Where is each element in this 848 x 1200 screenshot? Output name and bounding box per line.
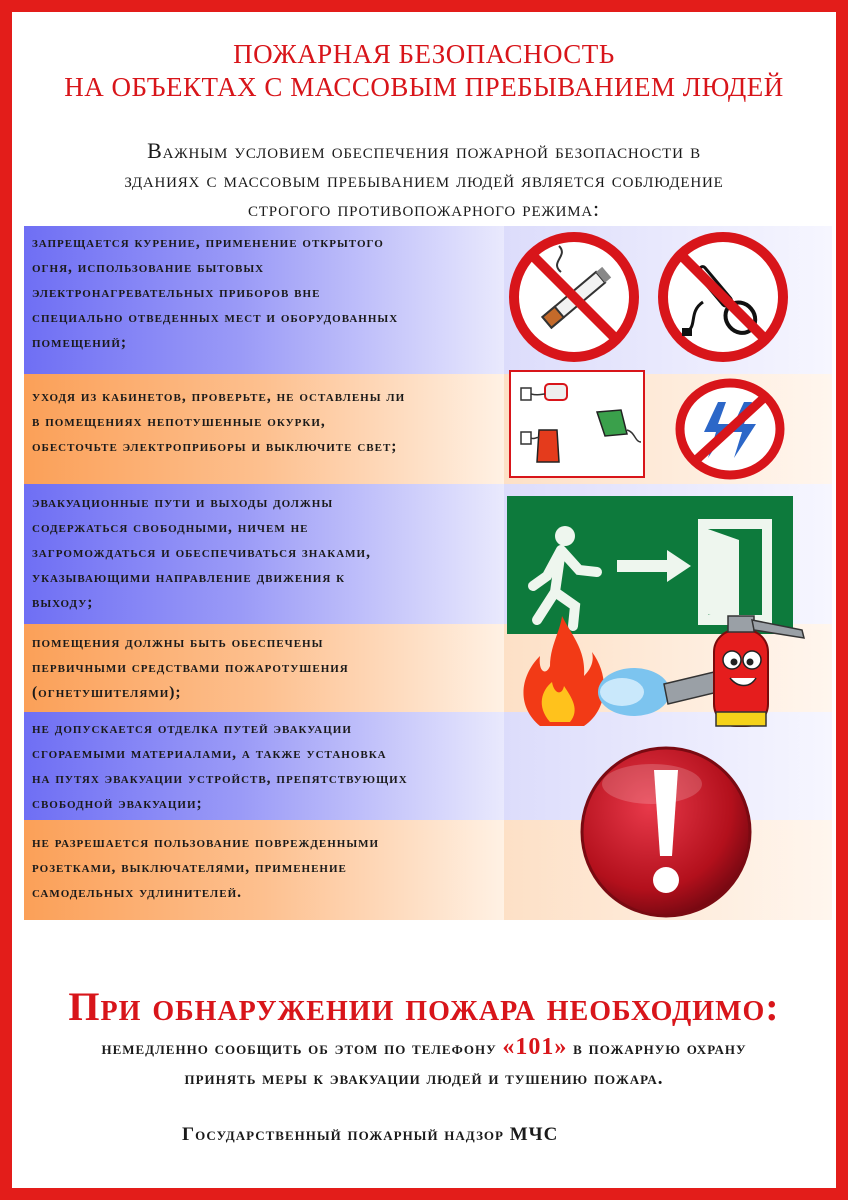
rule-line: сгораемыми материалами, а также установка <box>32 745 387 762</box>
call-to-action-title: При обнаружении пожара необходимо: <box>68 984 780 1029</box>
rule-line: первичными средствами пожаротушения <box>32 659 349 676</box>
no-electricity-icon <box>674 378 786 480</box>
rule-line: не допускается отделка путей эвакуации <box>32 720 352 737</box>
rule-finishing-materials <box>24 712 504 820</box>
no-smoking-icon <box>509 232 639 362</box>
rule-line: специально отведенных мест и оборудованных <box>32 309 399 326</box>
cta-text-before: немедленно сообщить об этом по телефону <box>101 1038 503 1059</box>
rule-line: выходу; <box>32 594 94 611</box>
rule-line: помещения должны быть обеспечены <box>32 634 324 651</box>
title-line-2: НА ОБЪЕКТАХ С МАССОВЫМ ПРЕБЫВАНИЕМ ЛЮДЕЙ <box>64 72 784 102</box>
rule-evacuation-paths <box>24 484 504 624</box>
rule-line: розетками, выключателями, применение <box>32 859 347 876</box>
rule-line: самодельных удлинителей. <box>32 884 243 901</box>
intro-line-3: строгого противопожарного режима: <box>248 196 600 221</box>
rule-line: помещений; <box>32 334 128 351</box>
intro-line-2: зданиях с массовым пребыванием людей является соблюдение <box>124 167 724 192</box>
exclamation-warning-icon <box>556 744 776 920</box>
poster <box>12 12 836 1188</box>
rule-line: на путях эвакуации устройств, препятствующих <box>32 770 408 787</box>
call-to-action-line-2: принять меры к эвакуации людей и тушению пожара. <box>184 1068 664 1089</box>
rule-leaving-office <box>24 374 504 484</box>
no-electric-heater-icon <box>658 232 788 362</box>
rule-line: обесточьте электроприборы и выключите свет; <box>32 438 398 455</box>
rule-no-smoking <box>24 226 504 374</box>
rule-line: запрещается курение, применение открытого <box>32 234 384 251</box>
intro-line-1: Важным условием обеспечения пожарной безопасности в <box>147 138 701 163</box>
rule-line: не разрешается пользование поврежденными <box>32 834 380 851</box>
fire-extinguisher-mascot-icon <box>514 606 814 730</box>
rule-line: свободной эвакуации; <box>32 795 203 812</box>
title-line-1: ПОЖАРНАЯ БЕЗОПАСНОСТЬ <box>233 39 615 69</box>
intro-text <box>82 136 766 223</box>
rule-line: в помещениях непотушенные окурки, <box>32 413 326 430</box>
rule-line: (огнетушителями); <box>32 684 182 701</box>
rule-line: указывающими направление движения к <box>32 569 346 586</box>
rule-damaged-sockets <box>24 820 504 920</box>
electric-appliances-icon <box>509 370 645 478</box>
rule-line: огня, использование бытовых <box>32 259 265 276</box>
cta-text-after: в пожарную охрану <box>567 1038 747 1059</box>
emergency-phone-number: «101» <box>502 1034 568 1060</box>
call-to-action-line-1 <box>12 1034 836 1062</box>
poster-title <box>12 38 836 104</box>
rule-line: загромождаться и обеспечиваться знаками, <box>32 544 371 561</box>
footer-authority: Государственный пожарный надзор МЧС <box>182 1124 559 1145</box>
rule-line: эвакуационные пути и выходы должны <box>32 494 334 511</box>
rule-line: уходя из кабинетов, проверьте, не оставлены ли <box>32 388 406 405</box>
rule-line: содержаться свободными, ничем не <box>32 519 309 536</box>
rule-line: электронагревательных приборов вне <box>32 284 321 301</box>
rule-extinguishers <box>24 624 504 712</box>
